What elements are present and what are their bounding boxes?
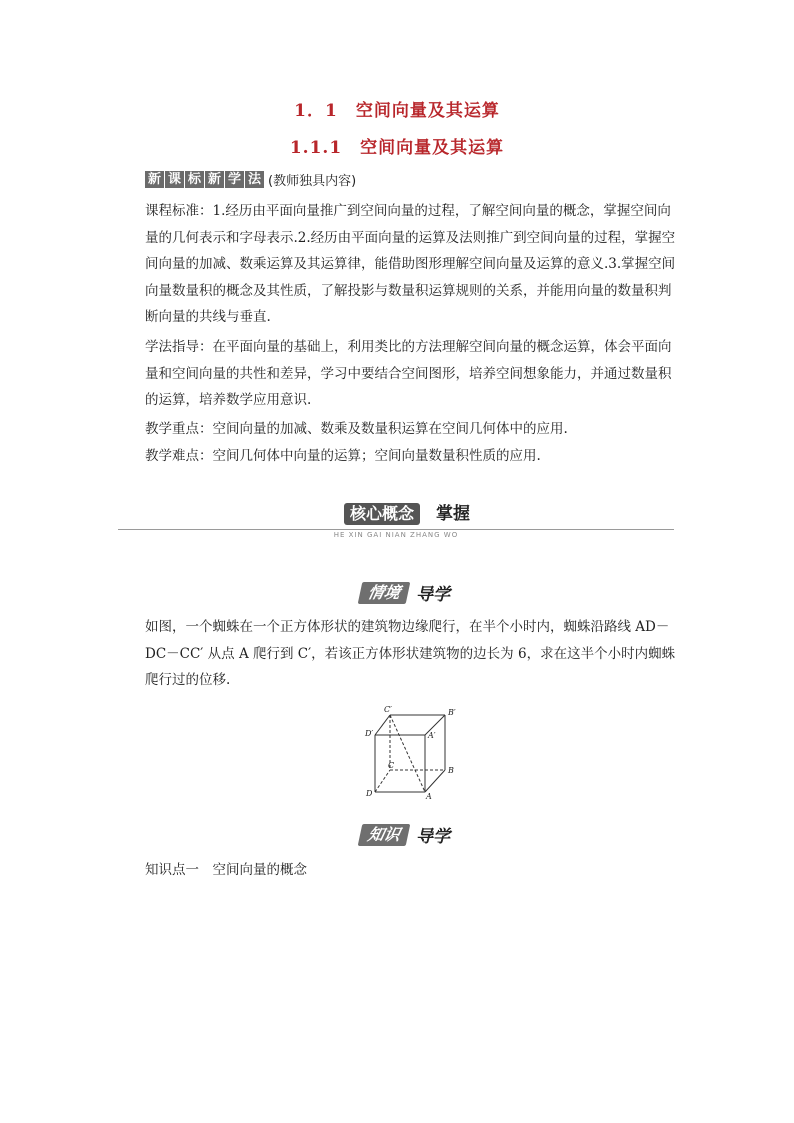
core-concept-banner [118,500,674,540]
course-standard: 课程标准：1.经历由平面向量推广到空间向量的过程，了解空间向量的概念，掌握空间向量的几何表示和字母表示.2.经历由平面向量的运算及法则推广到空间向量的过程，掌握空间向量的加减、数乘运算及其运算律，能借助图形理解空间向量及运算的意义.3.掌握空间向量数量积的概念及其性质，了解投影与数量积运算规则的关系，并能用向量的数量积判断向量的共线与垂直. [145,203,676,325]
vertex-label: C [388,761,395,770]
vertex-label: D [366,789,373,798]
situation-problem: 如图，一个蜘蛛在一个正方体形状的建筑物边缘爬行，在半个小时内，蜘蛛沿路线 AD－DC－CC′ 从点 A 爬行到 C′，若该正方体形状建筑物的边长为 6，求在这半个小时内蜘蛛爬行过的位移. [145,619,676,688]
situation-heading [360,580,450,605]
core-concept-label: 核心概念 [344,503,420,525]
badge-char: 法 [245,171,264,188]
teacher-badge [145,170,356,189]
situation-tail: 导学 [416,585,451,605]
core-concept-pinyin: HE XIN GAI NIAN ZHANG WO [333,531,459,539]
study-method: 学法指导：在平面向量的基础上，利用类比的方法理解空间向量的概念运算，体会平面向量和空间向量的共性和差异，学习中要结合空间图形，培养空间想象能力，并通过数量积的运算，培养数学应用意识. [145,339,672,408]
knowledge-point-title: 知识点一 空间向量的概念 [145,862,307,878]
divider [118,529,674,530]
situation-label: 情境 [358,582,411,604]
badge-char: 新 [205,171,224,188]
vertex-label: D′ [365,729,374,738]
knowledge-heading [360,822,450,847]
knowledge-label: 知识 [358,824,411,846]
section-title: 1．1 空间向量及其运算 [294,101,500,121]
difficulty: 教学难点：空间几何体中向量的运算；空间向量数量积性质的应用. [145,448,541,464]
knowledge-tail: 导学 [416,827,451,847]
core-concept-tail: 掌握 [436,504,470,524]
badge-char: 学 [225,171,244,188]
vertex-label: A′ [428,731,436,740]
vertex-label: B [448,766,454,775]
badge-char: 标 [185,171,204,188]
badge-char: 新 [145,171,164,188]
badge-char: 课 [165,171,184,188]
badge-note: (教师独具内容) [268,174,357,189]
teaching-difficulty [145,443,677,470]
vertex-label: C′ [384,705,392,714]
situation-text [145,614,677,694]
vertex-label: B′ [448,708,456,717]
cube-figure [360,700,460,800]
subsection-title: 1.1.1 空间向量及其运算 [289,138,505,158]
study-method-text [145,334,677,414]
key-point: 教学重点：空间向量的加减、数乘及数量积运算在空间几何体中的应用. [145,421,568,437]
vertex-label: A [426,792,432,800]
teaching-key-point [145,416,677,443]
course-standard-text [145,198,677,331]
